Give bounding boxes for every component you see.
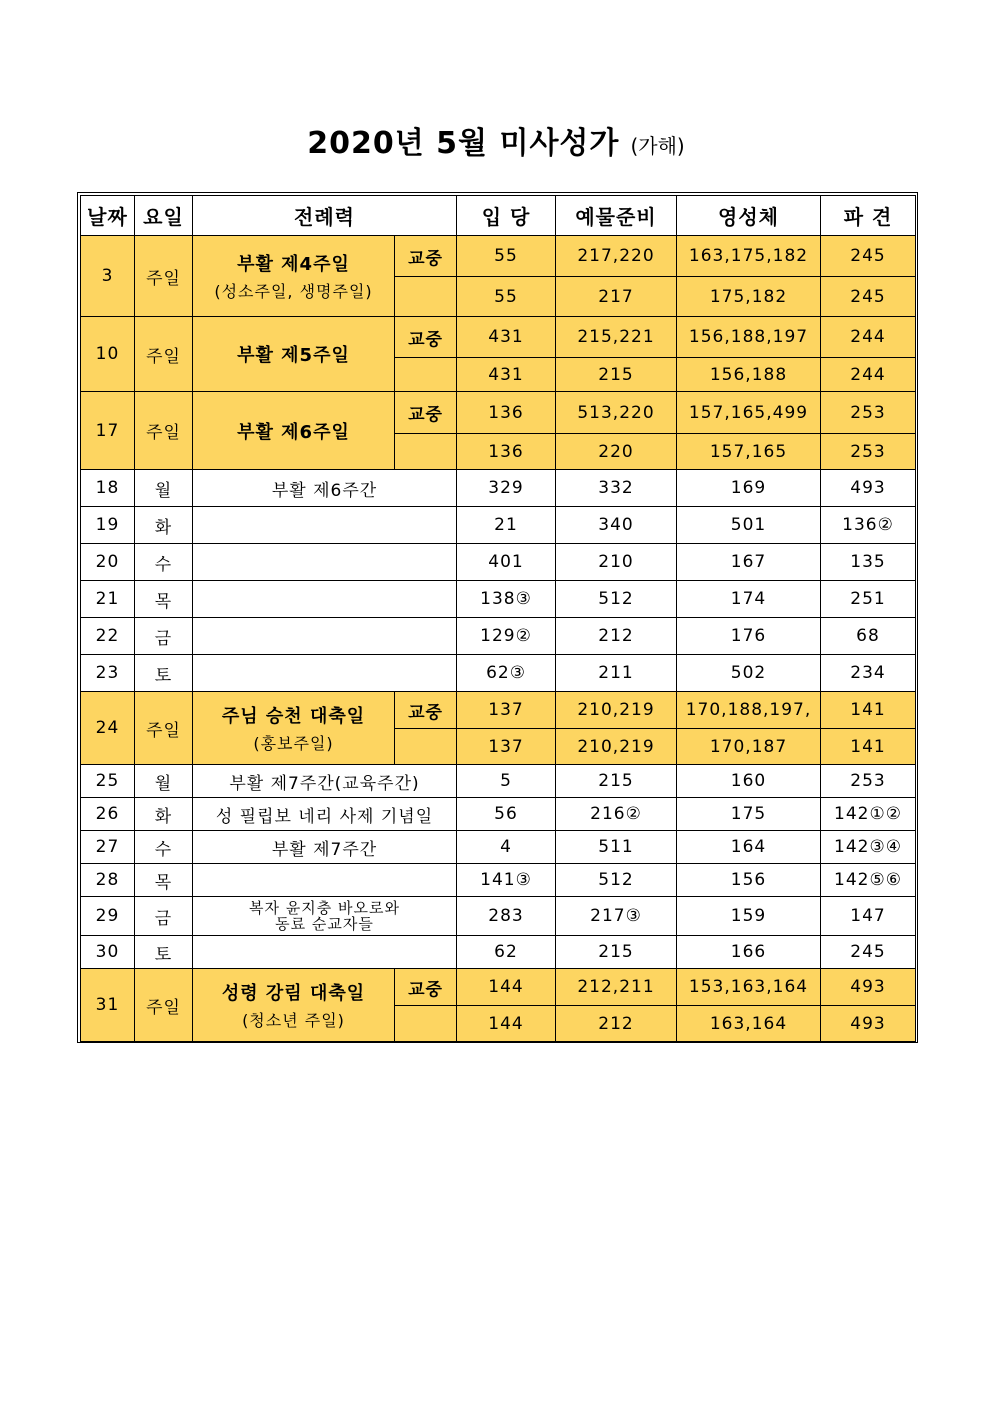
- communion-cell: 153,163,164: [677, 969, 821, 1006]
- offertory-cell: 215: [556, 765, 677, 798]
- hymn-table-frame: [77, 192, 918, 1043]
- table-row: [81, 317, 916, 358]
- entrance-cell: 329: [457, 470, 556, 507]
- liturgy-cell: [193, 581, 457, 618]
- date-cell: 30: [81, 936, 135, 969]
- entrance-cell: 137: [457, 692, 556, 729]
- table-row: [81, 581, 916, 618]
- weekday-cell: 월: [135, 470, 193, 507]
- communion-cell: 157,165: [677, 434, 821, 470]
- entrance-cell: 138③: [457, 581, 556, 618]
- mass-label: 교중: [395, 317, 457, 358]
- header-liturgy: 전례력: [193, 196, 457, 236]
- liturgy-cell: [193, 236, 395, 317]
- liturgy-cell: 성 필립보 네리 사제 기념일: [193, 798, 457, 831]
- dismissal-cell: 493: [821, 470, 916, 507]
- dismissal-cell: 253: [821, 765, 916, 798]
- offertory-cell: 210,219: [556, 729, 677, 765]
- date-cell: 20: [81, 544, 135, 581]
- offertory-cell: 217: [556, 277, 677, 317]
- dismissal-cell: 245: [821, 236, 916, 277]
- header-offertory: 예물준비: [556, 196, 677, 236]
- dismissal-cell: 251: [821, 581, 916, 618]
- date-cell: 27: [81, 831, 135, 864]
- offertory-cell: 210,219: [556, 692, 677, 729]
- dismissal-cell: 245: [821, 277, 916, 317]
- weekday-cell: 주일: [135, 969, 193, 1042]
- dismissal-cell: 142⑤⑥: [821, 864, 916, 897]
- liturgy-cell: [193, 392, 395, 470]
- mass-label: 교중: [395, 692, 457, 729]
- offertory-cell: 212: [556, 618, 677, 655]
- header-communion: 영성체: [677, 196, 821, 236]
- title-main: 2020년 5월 미사성가: [307, 126, 620, 161]
- table-row: [81, 864, 916, 897]
- entrance-cell: 431: [457, 358, 556, 392]
- liturgy-cell: [193, 969, 395, 1042]
- dismissal-cell: 244: [821, 358, 916, 392]
- offertory-cell: 216②: [556, 798, 677, 831]
- mass-label: 교중: [395, 969, 457, 1006]
- entrance-cell: 5: [457, 765, 556, 798]
- table-row: [81, 798, 916, 831]
- table-row: [81, 392, 916, 434]
- dismissal-cell: 147: [821, 897, 916, 936]
- dismissal-cell: 244: [821, 317, 916, 358]
- liturgy-cell: [193, 936, 457, 969]
- offertory-cell: 210: [556, 544, 677, 581]
- weekday-cell: 토: [135, 655, 193, 692]
- entrance-cell: 431: [457, 317, 556, 358]
- dismissal-cell: 253: [821, 392, 916, 434]
- date-cell: 31: [81, 969, 135, 1042]
- offertory-cell: 217,220: [556, 236, 677, 277]
- date-cell: 17: [81, 392, 135, 470]
- communion-cell: 156,188: [677, 358, 821, 392]
- offertory-cell: 212,211: [556, 969, 677, 1006]
- communion-cell: 163,175,182: [677, 236, 821, 277]
- weekday-cell: 수: [135, 544, 193, 581]
- weekday-cell: 주일: [135, 236, 193, 317]
- entrance-cell: 55: [457, 277, 556, 317]
- weekday-cell: 수: [135, 831, 193, 864]
- offertory-cell: 211: [556, 655, 677, 692]
- date-cell: 25: [81, 765, 135, 798]
- table-row: [81, 470, 916, 507]
- offertory-cell: 215: [556, 358, 677, 392]
- weekday-cell: 주일: [135, 317, 193, 392]
- feast-subtitle: (청소년 주일): [242, 1011, 345, 1030]
- liturgy-cell: [193, 544, 457, 581]
- weekday-cell: 목: [135, 581, 193, 618]
- entrance-cell: 62: [457, 936, 556, 969]
- table-row: [81, 236, 916, 277]
- weekday-cell: 주일: [135, 392, 193, 470]
- date-cell: 3: [81, 236, 135, 317]
- offertory-cell: 215,221: [556, 317, 677, 358]
- dismissal-cell: 135: [821, 544, 916, 581]
- communion-cell: 156: [677, 864, 821, 897]
- liturgy-cell: 부활 제6주간: [193, 470, 457, 507]
- dismissal-cell: 142③④: [821, 831, 916, 864]
- dismissal-cell: 141: [821, 692, 916, 729]
- date-cell: 24: [81, 692, 135, 765]
- feast-name: 부활 제4주일: [237, 254, 350, 275]
- weekday-cell: 월: [135, 765, 193, 798]
- entrance-cell: 136: [457, 392, 556, 434]
- mass-label-empty: [395, 277, 457, 317]
- mass-label: 교중: [395, 236, 457, 277]
- communion-cell: 174: [677, 581, 821, 618]
- table-row: [81, 544, 916, 581]
- communion-cell: 176: [677, 618, 821, 655]
- liturgy-cell: [193, 317, 395, 392]
- communion-cell: 175,182: [677, 277, 821, 317]
- liturgy-cell: 부활 제7주간(교육주간): [193, 765, 457, 798]
- dismissal-cell: 493: [821, 969, 916, 1006]
- dismissal-cell: 234: [821, 655, 916, 692]
- dismissal-cell: 493: [821, 1006, 916, 1042]
- dismissal-cell: 136②: [821, 507, 916, 544]
- communion-cell: 502: [677, 655, 821, 692]
- entrance-cell: 62③: [457, 655, 556, 692]
- communion-cell: 163,164: [677, 1006, 821, 1042]
- liturgy-cell: [193, 655, 457, 692]
- communion-cell: 501: [677, 507, 821, 544]
- table-row: [81, 655, 916, 692]
- weekday-cell: 목: [135, 864, 193, 897]
- offertory-cell: 332: [556, 470, 677, 507]
- communion-cell: 170,187: [677, 729, 821, 765]
- offertory-cell: 212: [556, 1006, 677, 1042]
- dismissal-cell: 253: [821, 434, 916, 470]
- communion-cell: 166: [677, 936, 821, 969]
- feast-name: 부활 제5주일: [237, 345, 350, 366]
- date-cell: 10: [81, 317, 135, 392]
- liturgy-cell: [193, 618, 457, 655]
- date-cell: 26: [81, 798, 135, 831]
- dismissal-cell: 245: [821, 936, 916, 969]
- communion-cell: 160: [677, 765, 821, 798]
- entrance-cell: 283: [457, 897, 556, 936]
- dismissal-cell: 141: [821, 729, 916, 765]
- table-row: [81, 507, 916, 544]
- entrance-cell: 4: [457, 831, 556, 864]
- header-date: 날짜: [81, 196, 135, 236]
- entrance-cell: 401: [457, 544, 556, 581]
- liturgy-cell: 부활 제7주간: [193, 831, 457, 864]
- feast-subtitle: (홍보주일): [253, 734, 334, 753]
- header-dismissal: 파 견: [821, 196, 916, 236]
- offertory-cell: 513,220: [556, 392, 677, 434]
- entrance-cell: 21: [457, 507, 556, 544]
- entrance-cell: 144: [457, 1006, 556, 1042]
- entrance-cell: 144: [457, 969, 556, 1006]
- entrance-cell: 136: [457, 434, 556, 470]
- entrance-cell: 129②: [457, 618, 556, 655]
- offertory-cell: 220: [556, 434, 677, 470]
- communion-cell: 169: [677, 470, 821, 507]
- offertory-cell: 340: [556, 507, 677, 544]
- table-row: [81, 969, 916, 1006]
- dismissal-cell: 142①②: [821, 798, 916, 831]
- communion-cell: 159: [677, 897, 821, 936]
- title-sub: (가해): [630, 134, 685, 158]
- header-entrance: 입 당: [457, 196, 556, 236]
- entrance-cell: 56: [457, 798, 556, 831]
- feast-subtitle: (성소주일, 생명주일): [214, 282, 373, 301]
- liturgy-cell: [193, 507, 457, 544]
- entrance-cell: 55: [457, 236, 556, 277]
- liturgy-cell: [193, 864, 457, 897]
- entrance-cell: 141③: [457, 864, 556, 897]
- offertory-cell: 217③: [556, 897, 677, 936]
- offertory-cell: 512: [556, 864, 677, 897]
- weekday-cell: 화: [135, 798, 193, 831]
- hymn-table: [80, 195, 916, 1042]
- communion-cell: 175: [677, 798, 821, 831]
- weekday-cell: 화: [135, 507, 193, 544]
- table-row: [81, 692, 916, 729]
- date-cell: 19: [81, 507, 135, 544]
- feast-name: 성령 강림 대축일: [221, 983, 366, 1004]
- entrance-cell: 137: [457, 729, 556, 765]
- table-row: [81, 897, 916, 936]
- communion-cell: 170,188,197,: [677, 692, 821, 729]
- communion-cell: 167: [677, 544, 821, 581]
- header-weekday: 요일: [135, 196, 193, 236]
- offertory-cell: 512: [556, 581, 677, 618]
- offertory-cell: 511: [556, 831, 677, 864]
- liturgy-line-1: 복자 윤지충 바오로와: [249, 899, 400, 917]
- table-row: [81, 618, 916, 655]
- weekday-cell: 금: [135, 618, 193, 655]
- mass-label-empty: [395, 1006, 457, 1042]
- date-cell: 23: [81, 655, 135, 692]
- table-row: [81, 765, 916, 798]
- liturgy-line-2: 동료 순교자들: [275, 915, 374, 933]
- weekday-cell: 토: [135, 936, 193, 969]
- date-cell: 29: [81, 897, 135, 936]
- mass-label-empty: [395, 729, 457, 765]
- offertory-cell: 215: [556, 936, 677, 969]
- mass-label-empty: [395, 358, 457, 392]
- dismissal-cell: 68: [821, 618, 916, 655]
- feast-name: 주님 승천 대축일: [221, 706, 366, 727]
- communion-cell: 156,188,197: [677, 317, 821, 358]
- date-cell: 22: [81, 618, 135, 655]
- table-row: [81, 831, 916, 864]
- date-cell: 28: [81, 864, 135, 897]
- liturgy-cell: [193, 692, 395, 765]
- page-title: [0, 118, 992, 162]
- mass-label-empty: [395, 434, 457, 470]
- weekday-cell: 금: [135, 897, 193, 936]
- communion-cell: 164: [677, 831, 821, 864]
- communion-cell: 157,165,499: [677, 392, 821, 434]
- header-row: [81, 196, 916, 236]
- date-cell: 18: [81, 470, 135, 507]
- liturgy-cell: [193, 897, 457, 936]
- mass-label: 교중: [395, 392, 457, 434]
- feast-name: 부활 제6주일: [237, 421, 350, 443]
- weekday-cell: 주일: [135, 692, 193, 765]
- date-cell: 21: [81, 581, 135, 618]
- table-row: [81, 936, 916, 969]
